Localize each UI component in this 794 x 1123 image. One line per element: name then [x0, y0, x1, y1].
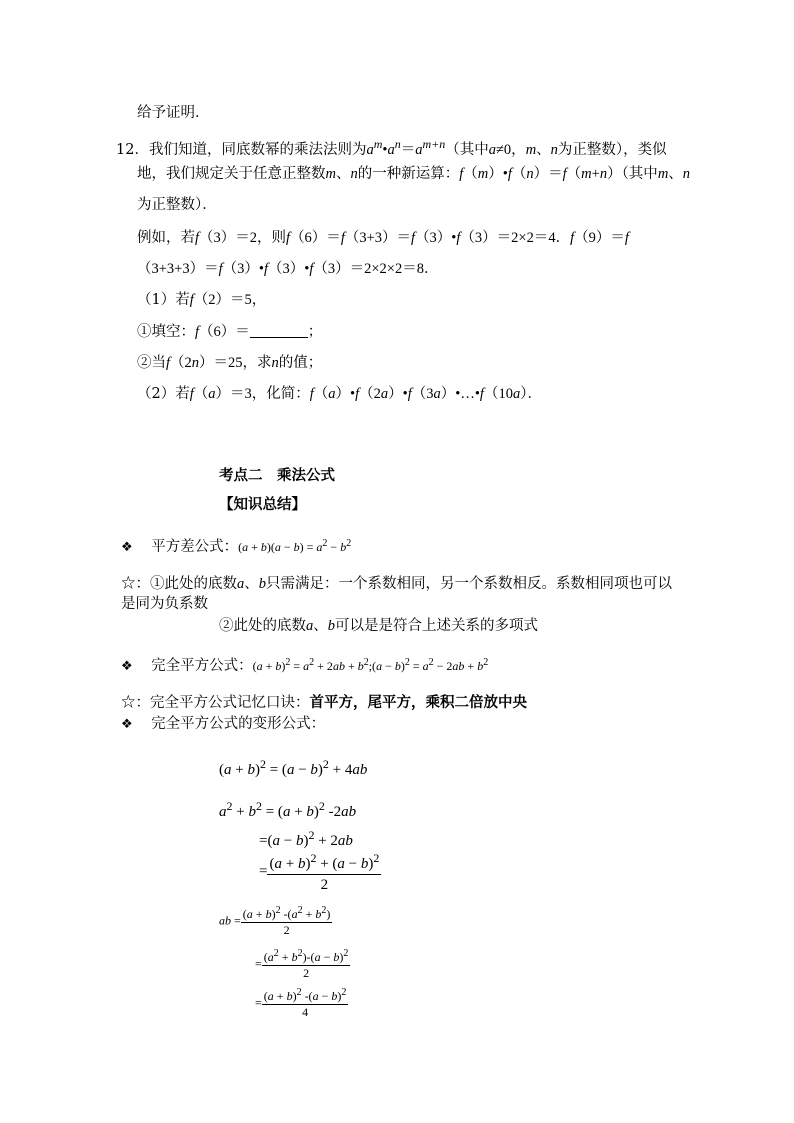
perfect-square-line: ❖ 完全平方公式：$(a + b)^2 = a^2 + 2ab$ + $b^2;(a - b)^2 = a^2 - 2ab + b^2$: [121, 657, 489, 674]
mnemonic-text: 首平方，尾平方，乘积二倍放中央: [309, 694, 527, 711]
part-1-2-line: ②当f（2n）＝25，求n的值；: [137, 355, 323, 371]
variant-formula-3c: = $\frac{(a + b)^2 -(a - b)^2}{4}$: [255, 987, 347, 1019]
fraction: $\frac{(a + b)^2 -(a^2 + b^2)}{2}$: [242, 905, 331, 937]
variant-formula-3b: = $\frac{(a^2 + b^2)-(a - b)^2}{2}$: [255, 948, 349, 980]
question-12-line-1: 12．我们知道，同底数幂的乘法法则为$a^m•a^n=a^{m+n}$（其中a≠0，m、n为正整数），类似: [116, 137, 667, 158]
difference-of-squares-formula: $(a + b)(a - b) = a^2 - b^2$: [238, 538, 352, 554]
fraction: $\frac{(a + b)^2 -(a - b)^2}{4}$: [263, 987, 347, 1019]
mnemonic-line: ☆：完全平方公式记忆口诀：首平方，尾平方，乘积二倍放中央: [121, 694, 527, 711]
variant-formula-2a: $a^2 + b^2 = (a + b)^2$ -2ab: [219, 799, 357, 820]
variant-formula-1: $(a + b)^2 = (a - b)^2 + 4ab$: [219, 757, 368, 778]
note-1-line-2: 是同为负系数: [121, 596, 208, 612]
answer-blank[interactable]: [250, 323, 308, 338]
fill-blank-line: ①填空：f（6）＝ ；: [137, 324, 323, 340]
example-line-1: 例如，若f（3）＝2，则f（6）＝f（3+3）＝f（3）•f（3）＝2×2＝4．f（9）＝f: [137, 230, 629, 246]
diamond-bullet-icon: ❖: [121, 717, 133, 732]
fraction: $\frac{(a + b)^2 + (a - b)^2}{2}$: [267, 848, 381, 895]
variant-heading-line: ❖ 完全平方公式的变形公式：: [121, 716, 326, 732]
question-12-line-3: 为正整数）．: [137, 197, 217, 213]
fraction: $\frac{(a^2 + b^2)-(a - b)^2}{2}$: [263, 948, 349, 980]
perfect-square-formula: $(a + b)^2 = a^2 + 2ab$ + $b^2;(a - b)^2 = a^2 - 2ab + b^2$: [252, 657, 489, 673]
text-line: 给予证明．: [137, 105, 210, 121]
diamond-bullet-icon: ❖: [121, 540, 133, 555]
power-rule-formula: $a^m•a^n=a^{m+n}$: [366, 137, 446, 158]
difference-of-squares-line: ❖ 平方差公式：$(a + b)(a - b) = a^2 - b^2$: [121, 538, 352, 555]
part-1-line: （1）若f（2）＝5，: [137, 292, 267, 308]
variant-formula-2b: $=(a - b)^2 + 2ab$: [259, 828, 353, 849]
variant-formula-3a: ab = $\frac{(a + b)^2 -(a^2 + b^2)}{2}$: [219, 905, 331, 937]
section-title: 考点二 乘法公式: [219, 467, 335, 484]
note-1-line: ☆：①此处的底数a、b只需满足：一个系数相同，另一个系数相反。系数相同项也可以: [121, 576, 672, 592]
section-subtitle: 【知识总结】: [219, 496, 306, 513]
question-number: 12．: [116, 141, 149, 158]
diamond-bullet-icon: ❖: [121, 659, 133, 674]
question-12-line-2: 地，我们规定关于任意正整数m、n的一种新运算：f（m）•f（n）＝f（m+n）（其中m、n: [137, 166, 691, 182]
part-2-line: （2）若f（a）＝3，化简：f（a）•f（2a）•f（3a）•…•f（10a）．: [137, 386, 542, 402]
variant-formula-2c: = $\frac{(a + b)^2 + (a - b)^2}{2}$: [259, 848, 381, 895]
new-operation-formula: f（m）•f（n）＝f（m+n）: [459, 166, 622, 182]
note-2-line: ②此处的底数a、b可以是是符合上述关系的多项式: [219, 618, 538, 634]
example-line-2: （3+3+3）＝f（3）•f（3）•f（3）＝2×2×2＝8．: [137, 261, 439, 277]
